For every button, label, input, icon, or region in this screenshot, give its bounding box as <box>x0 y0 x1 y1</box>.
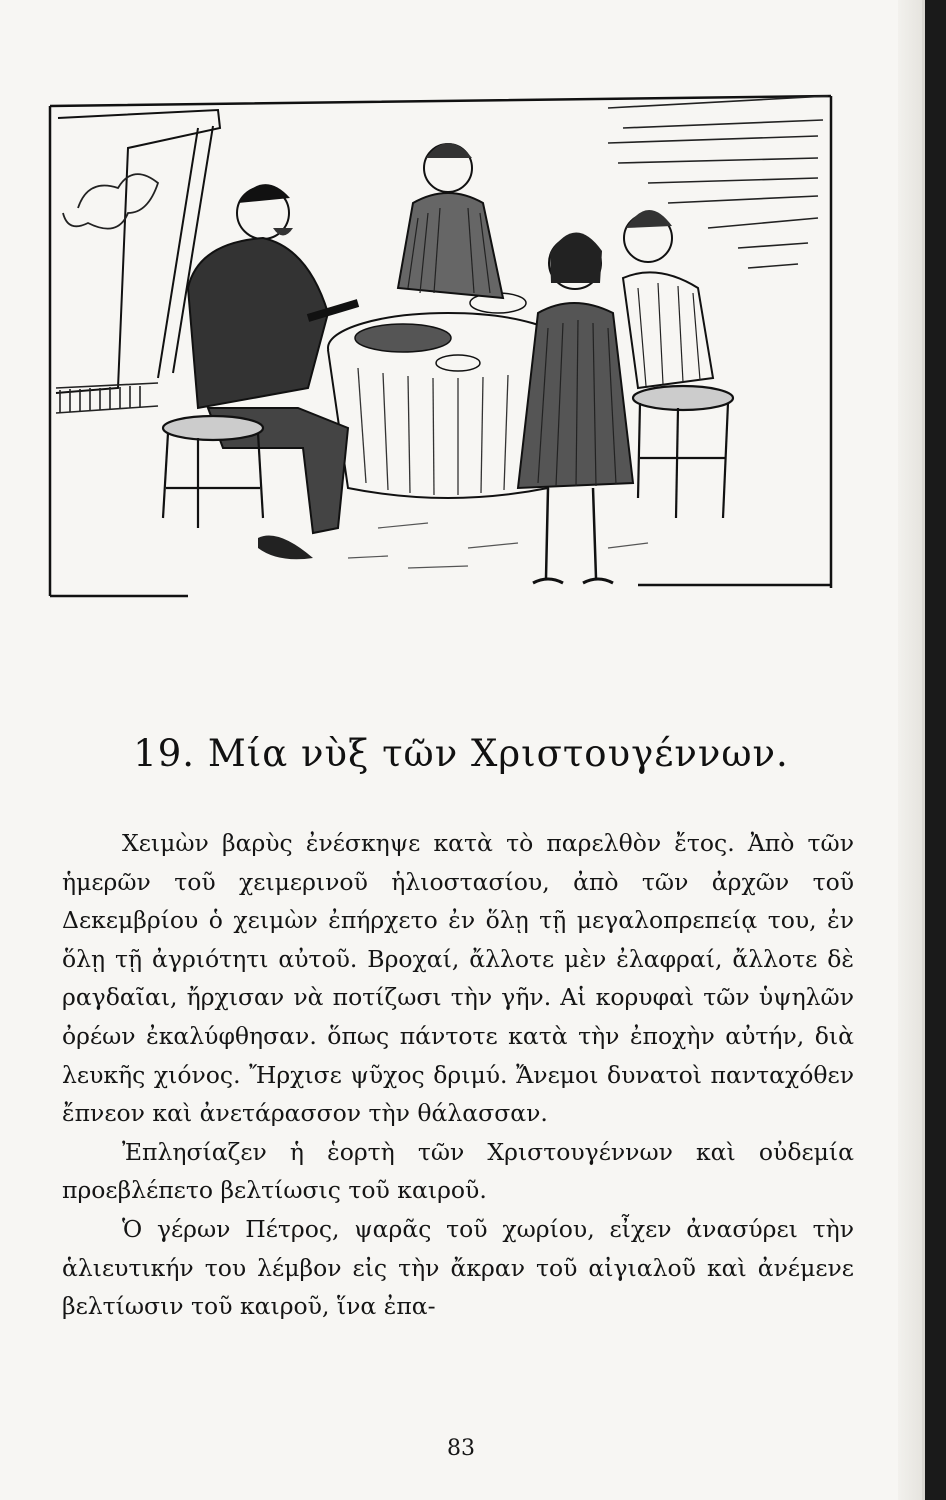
chapter-body <box>62 824 854 1326</box>
paragraph: Ὁ γέρων Πέτρος, ψαρᾶς τοῦ χωρίου, εἶχεν ἀνασύρει τὴν ἁλιευτικήν του λέμβον εἰς τὴν ἄκραν τοῦ αἰγιαλοῦ καὶ ἀνέμενε βελτίωσιν τοῦ καιροῦ, ἵνα ἐπα- <box>62 1214 854 1321</box>
page-number: 83 <box>447 1436 475 1461</box>
chapter-title: 19. Μία νὺξ τῶν Χριστουγέννων. <box>133 732 789 775</box>
family-dinner-illustration <box>48 88 833 598</box>
paragraph: Χειμὼν βαρὺς ἐνέσκηψε κατὰ τὸ παρελθὸν ἔτος. Ἀπὸ τῶν ἡμερῶν τοῦ χειμερινοῦ ἡλιοστασίου, ἀπὸ τῶν ἀρχῶν τοῦ Δεκεμβρίου ὁ χειμὼν ἐπήρχετο ἐν ὅλῃ τῇ μεγαλοπρεπείᾳ του, ἐν ὅλῃ τῇ ἀγριότητι αὐτοῦ. Βροχαί, ἄλλοτε μὲν ἐλαφραί, ἄλλοτε δὲ ραγδαῖαι, ἤρχισαν νὰ ποτίζωσι τὴν γῆν. Αἱ κορυφαὶ τῶν ὑψηλῶν ὀρέων ἐκαλύφθησαν. ὅπως πάντοτε κατὰ τὴν ἐποχὴν αὐτήν, διὰ λευκῆς χιόνος. Ἤρχισε ψῦχος δριμύ. Ἄνεμοι δυνατοὶ πανταχόθεν ἔπνεον καὶ ἀνετάρασσον τὴν θάλασσαν. <box>62 829 854 1128</box>
paragraph: Ἐπλησίαζεν ἡ ἑορτὴ τῶν Χριστουγέννων καὶ οὐδεμία προεβλέπετο βελτίωσις τοῦ καιροῦ. <box>62 1137 854 1205</box>
